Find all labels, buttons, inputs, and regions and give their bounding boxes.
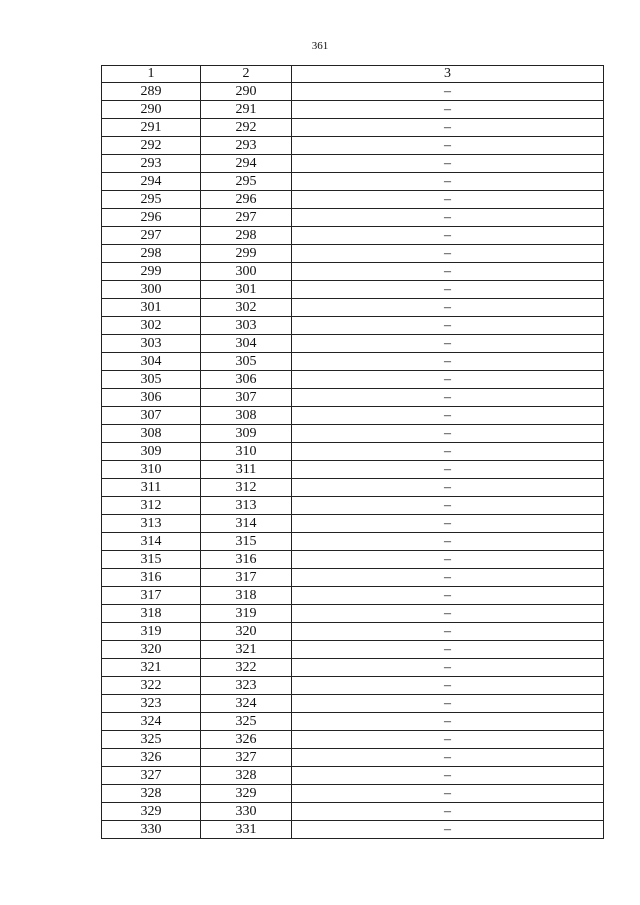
table-row: [102, 263, 604, 281]
table-cell-col-2: 331: [201, 821, 292, 839]
data-table: [101, 65, 604, 839]
table-cell-col-2: 311: [201, 461, 292, 479]
table-cell-col-2: 324: [201, 695, 292, 713]
table-row: [102, 749, 604, 767]
table-cell-col-2: 293: [201, 137, 292, 155]
table-cell-col-2: 314: [201, 515, 292, 533]
table-row: [102, 155, 604, 173]
table-row: [102, 803, 604, 821]
table-row: [102, 623, 604, 641]
table-cell-col-3: –: [292, 713, 604, 731]
table-body: [102, 83, 604, 839]
table-cell-col-1: 324: [102, 713, 201, 731]
table-cell-col-2: 295: [201, 173, 292, 191]
table-cell-col-3: –: [292, 533, 604, 551]
table-row: [102, 695, 604, 713]
table-header-row: [102, 66, 604, 83]
table-row: [102, 641, 604, 659]
table-cell-col-1: 328: [102, 785, 201, 803]
table-cell-col-2: 318: [201, 587, 292, 605]
table-cell-col-3: –: [292, 587, 604, 605]
table-row: [102, 479, 604, 497]
table-cell-col-3: –: [292, 695, 604, 713]
table-row: [102, 353, 604, 371]
table-cell-col-2: 329: [201, 785, 292, 803]
column-header-3: 3: [292, 66, 604, 83]
table-cell-col-1: 313: [102, 515, 201, 533]
table-row: [102, 335, 604, 353]
table-row: [102, 569, 604, 587]
table-cell-col-2: 299: [201, 245, 292, 263]
table-cell-col-2: 322: [201, 659, 292, 677]
table-cell-col-1: 326: [102, 749, 201, 767]
table-cell-col-3: –: [292, 263, 604, 281]
table-cell-col-3: –: [292, 551, 604, 569]
table-row: [102, 299, 604, 317]
table-cell-col-3: –: [292, 371, 604, 389]
table-cell-col-2: 313: [201, 497, 292, 515]
table-cell-col-2: 294: [201, 155, 292, 173]
table-cell-col-2: 320: [201, 623, 292, 641]
table-cell-col-1: 304: [102, 353, 201, 371]
table-cell-col-3: –: [292, 515, 604, 533]
table-cell-col-3: –: [292, 281, 604, 299]
table-cell-col-1: 311: [102, 479, 201, 497]
table-cell-col-3: –: [292, 785, 604, 803]
table-cell-col-3: –: [292, 731, 604, 749]
table-cell-col-1: 318: [102, 605, 201, 623]
table-cell-col-3: –: [292, 245, 604, 263]
table-cell-col-1: 289: [102, 83, 201, 101]
table-cell-col-1: 314: [102, 533, 201, 551]
table-cell-col-1: 319: [102, 623, 201, 641]
table-cell-col-2: 330: [201, 803, 292, 821]
table-cell-col-3: –: [292, 623, 604, 641]
table-row: [102, 713, 604, 731]
table-cell-col-2: 296: [201, 191, 292, 209]
column-header-1: 1: [102, 66, 201, 83]
table-cell-col-3: –: [292, 389, 604, 407]
table-cell-col-2: 327: [201, 749, 292, 767]
table-cell-col-3: –: [292, 137, 604, 155]
table-row: [102, 407, 604, 425]
table-row: [102, 317, 604, 335]
table-cell-col-1: 327: [102, 767, 201, 785]
table-cell-col-1: 293: [102, 155, 201, 173]
table-row: [102, 245, 604, 263]
table-row: [102, 677, 604, 695]
table-cell-col-2: 321: [201, 641, 292, 659]
table-cell-col-2: 319: [201, 605, 292, 623]
table-cell-col-2: 325: [201, 713, 292, 731]
table-cell-col-2: 290: [201, 83, 292, 101]
table-cell-col-3: –: [292, 479, 604, 497]
table-row: [102, 425, 604, 443]
table-row: [102, 587, 604, 605]
table-cell-col-2: 317: [201, 569, 292, 587]
table-cell-col-1: 330: [102, 821, 201, 839]
table-cell-col-2: 298: [201, 227, 292, 245]
table-cell-col-3: –: [292, 299, 604, 317]
table-row: [102, 191, 604, 209]
table-row: [102, 785, 604, 803]
table-row: [102, 281, 604, 299]
table-cell-col-2: 305: [201, 353, 292, 371]
table-row: [102, 659, 604, 677]
table-cell-col-3: –: [292, 443, 604, 461]
table-cell-col-1: 294: [102, 173, 201, 191]
table-cell-col-1: 309: [102, 443, 201, 461]
table-cell-col-2: 301: [201, 281, 292, 299]
table-cell-col-2: 302: [201, 299, 292, 317]
table-row: [102, 605, 604, 623]
table-cell-col-3: –: [292, 83, 604, 101]
table-cell-col-1: 306: [102, 389, 201, 407]
table-row: [102, 371, 604, 389]
table-cell-col-3: –: [292, 209, 604, 227]
table-cell-col-3: –: [292, 461, 604, 479]
table-cell-col-2: 315: [201, 533, 292, 551]
table-cell-col-3: –: [292, 353, 604, 371]
table-cell-col-1: 316: [102, 569, 201, 587]
table-row: [102, 119, 604, 137]
table-cell-col-2: 316: [201, 551, 292, 569]
table-row: [102, 461, 604, 479]
table-cell-col-3: –: [292, 605, 604, 623]
table-cell-col-3: –: [292, 317, 604, 335]
table-cell-col-3: –: [292, 803, 604, 821]
table-cell-col-3: –: [292, 335, 604, 353]
table-row: [102, 209, 604, 227]
table-cell-col-3: –: [292, 569, 604, 587]
table-cell-col-3: –: [292, 119, 604, 137]
table-cell-col-2: 309: [201, 425, 292, 443]
table-cell-col-1: 310: [102, 461, 201, 479]
table-row: [102, 515, 604, 533]
table-cell-col-3: –: [292, 191, 604, 209]
table-row: [102, 821, 604, 839]
table-cell-col-3: –: [292, 173, 604, 191]
table-cell-col-1: 301: [102, 299, 201, 317]
table-cell-col-1: 296: [102, 209, 201, 227]
table-cell-col-2: 291: [201, 101, 292, 119]
table-cell-col-1: 297: [102, 227, 201, 245]
table-cell-col-3: –: [292, 407, 604, 425]
table-row: [102, 551, 604, 569]
table-cell-col-2: 306: [201, 371, 292, 389]
table-cell-col-3: –: [292, 821, 604, 839]
table-cell-col-1: 303: [102, 335, 201, 353]
table-row: [102, 173, 604, 191]
table-cell-col-2: 312: [201, 479, 292, 497]
table-cell-col-1: 292: [102, 137, 201, 155]
table-cell-col-2: 310: [201, 443, 292, 461]
table-cell-col-2: 308: [201, 407, 292, 425]
table-cell-col-1: 329: [102, 803, 201, 821]
table-cell-col-3: –: [292, 767, 604, 785]
column-header-2: 2: [201, 66, 292, 83]
table-cell-col-1: 307: [102, 407, 201, 425]
page-number: 361: [311, 40, 329, 52]
table-row: [102, 227, 604, 245]
table-cell-col-2: 326: [201, 731, 292, 749]
table-cell-col-1: 325: [102, 731, 201, 749]
table-cell-col-2: 303: [201, 317, 292, 335]
table-cell-col-2: 323: [201, 677, 292, 695]
table-cell-col-3: –: [292, 749, 604, 767]
table-cell-col-3: –: [292, 101, 604, 119]
table-row: [102, 389, 604, 407]
table-cell-col-1: 298: [102, 245, 201, 263]
table-row: [102, 443, 604, 461]
table-cell-col-1: 317: [102, 587, 201, 605]
table-row: [102, 731, 604, 749]
table-cell-col-2: 304: [201, 335, 292, 353]
table-cell-col-3: –: [292, 227, 604, 245]
table-cell-col-1: 295: [102, 191, 201, 209]
table-row: [102, 101, 604, 119]
table-cell-col-3: –: [292, 677, 604, 695]
table-cell-col-1: 320: [102, 641, 201, 659]
table-cell-col-1: 302: [102, 317, 201, 335]
table-cell-col-3: –: [292, 641, 604, 659]
table-row: [102, 767, 604, 785]
table-cell-col-1: 299: [102, 263, 201, 281]
table-cell-col-1: 300: [102, 281, 201, 299]
table-row: [102, 533, 604, 551]
table-cell-col-2: 328: [201, 767, 292, 785]
table-cell-col-3: –: [292, 659, 604, 677]
table-row: [102, 137, 604, 155]
table-cell-col-1: 323: [102, 695, 201, 713]
table-cell-col-3: –: [292, 155, 604, 173]
table-cell-col-1: 312: [102, 497, 201, 515]
table-row: [102, 497, 604, 515]
table-cell-col-2: 307: [201, 389, 292, 407]
table-cell-col-2: 300: [201, 263, 292, 281]
table-cell-col-1: 315: [102, 551, 201, 569]
table-cell-col-1: 290: [102, 101, 201, 119]
table-cell-col-2: 292: [201, 119, 292, 137]
table-cell-col-2: 297: [201, 209, 292, 227]
table-row: [102, 83, 604, 101]
table-cell-col-3: –: [292, 497, 604, 515]
table-cell-col-1: 322: [102, 677, 201, 695]
table-cell-col-3: –: [292, 425, 604, 443]
table-cell-col-1: 305: [102, 371, 201, 389]
table-cell-col-1: 321: [102, 659, 201, 677]
table-cell-col-1: 291: [102, 119, 201, 137]
table-cell-col-1: 308: [102, 425, 201, 443]
